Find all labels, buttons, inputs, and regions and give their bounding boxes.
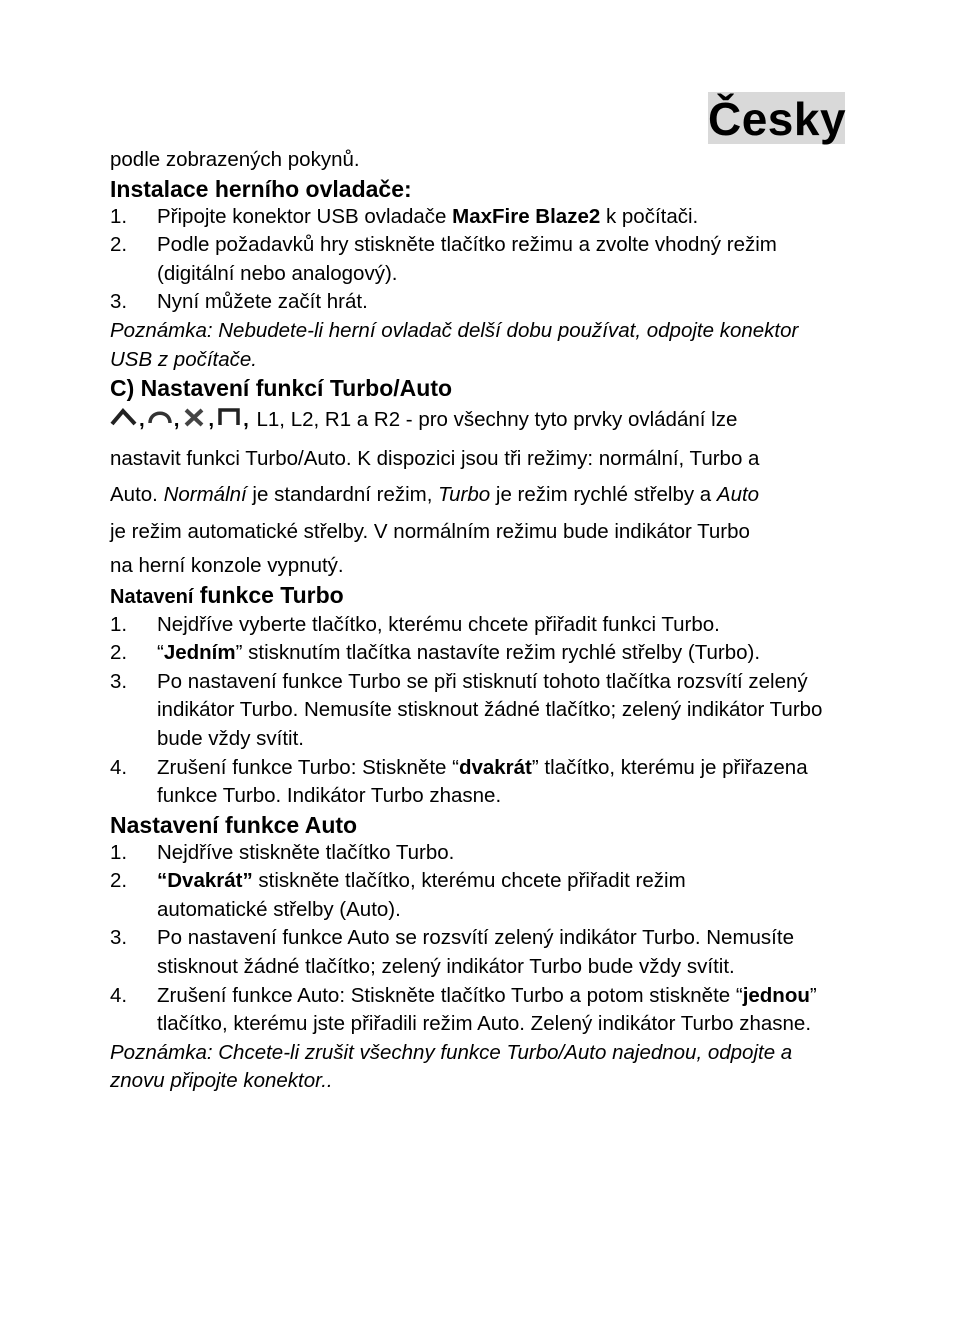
turbo-auto-line-2: nastavit funkci Turbo/Auto. K dispozici jsou tři režimy: normální, Turbo a xyxy=(110,446,760,470)
circle-button-icon xyxy=(147,404,173,441)
turbo-item-3 xyxy=(110,668,850,754)
item-text: Nejdříve vyberte tlačítko, kterému chcete přiřadit funkci Turbo. xyxy=(157,612,720,636)
emphasis: jednou xyxy=(742,983,810,1007)
item-text: Zrušení funkce Turbo: Stiskněte “ xyxy=(157,755,459,779)
intro-line: podle zobrazených pokynů. xyxy=(110,148,360,171)
install-heading: Instalace herního ovladače: xyxy=(110,175,412,202)
item-number: 4. xyxy=(110,755,128,779)
text: je režim rychlé střelby a xyxy=(490,483,717,507)
heading-part: Natavení xyxy=(110,585,194,608)
auto-item-1 xyxy=(110,839,850,868)
mode-turbo: Turbo xyxy=(438,483,491,507)
emphasis: Jedním xyxy=(163,641,236,665)
turbo-setup-heading xyxy=(110,581,850,611)
separator-comma: , xyxy=(243,408,249,432)
item-text: Po nastavení funkce Turbo se při stisknutí tohoto tlačítka rozsvítí zelený indikátor Turbo. Nemusíte stisknout žádné tlačítko; zelený indikátor Turbo bude vždy svítit. xyxy=(157,669,823,750)
item-number: 2. xyxy=(110,641,128,665)
turbo-auto-line-1 xyxy=(110,402,850,441)
separator-comma: , xyxy=(173,408,180,432)
item-number: 4. xyxy=(110,983,128,1007)
language-badge: Česky xyxy=(708,93,847,145)
product-name: MaxFire Blaze2 xyxy=(452,204,601,228)
auto-item-4 xyxy=(110,982,850,1039)
item-text: Nejdříve stiskněte tlačítko Turbo. xyxy=(157,840,455,864)
install-note: Poznámka: Nebudete-li herní ovladač delší dobu používat, odpojte konektor USB z počítače. xyxy=(110,318,799,371)
item-text: Po nastavení funkce Auto se rozsvítí zelený indikátor Turbo. Nemusíte stisknout žádné tlačítko; zelený indikátor Turbo bude vždy svítit. xyxy=(157,926,794,979)
item-text: “ xyxy=(157,641,164,665)
item-number: 3. xyxy=(110,926,128,950)
install-item-3 xyxy=(110,288,850,317)
item-number: 1. xyxy=(110,204,128,228)
auto-item-3 xyxy=(110,924,850,981)
item-number: 2. xyxy=(110,233,128,257)
text: Auto. xyxy=(110,483,164,507)
item-text: Připojte konektor USB ovladače xyxy=(157,204,453,228)
item-number: 1. xyxy=(110,612,128,636)
turbo-auto-line-3 xyxy=(110,477,850,514)
item-text: ” stisknutím tlačítka nastavíte režim rychlé střelby (Turbo). xyxy=(235,641,761,665)
install-item-2 xyxy=(110,231,850,288)
item-text: k počítači. xyxy=(600,204,699,228)
item-number: 2. xyxy=(110,869,128,893)
controls-list-text: L1, L2, R1 a R2 - pro všechny tyto prvky ovládání lze xyxy=(250,408,738,432)
item-text: Zrušení funkce Auto: Stiskněte tlačítko Turbo a potom stiskněte “ xyxy=(157,983,743,1007)
square-button-icon xyxy=(216,404,242,441)
auto-setup-heading: Nastavení funkce Auto xyxy=(110,811,358,838)
item-number: 3. xyxy=(110,669,128,693)
turbo-item-4 xyxy=(110,754,850,811)
item-text: Podle požadavků hry stiskněte tlačítko režimu a zvolte vhodný režim (digitální nebo analogový). xyxy=(157,233,777,285)
turbo-item-1 xyxy=(110,611,850,640)
triangle-button-icon xyxy=(110,404,138,441)
item-text: stiskněte tlačítko, kterému chcete přiřadit režim automatické střelby (Auto). xyxy=(157,869,686,921)
mode-normal: Normální xyxy=(163,483,247,507)
cross-button-icon xyxy=(181,404,207,441)
turbo-item-2 xyxy=(110,639,850,668)
item-text: Nyní můžete začít hrát. xyxy=(157,290,368,314)
install-item-1 xyxy=(110,203,850,232)
emphasis: “Dvakrát” xyxy=(157,869,253,893)
heading-part: funkce Turbo xyxy=(193,581,344,608)
item-number: 3. xyxy=(110,290,128,314)
separator-comma: , xyxy=(208,408,215,432)
turbo-auto-heading: C) Nastavení funkcí Turbo/Auto xyxy=(110,375,453,402)
text: je standardní režim, xyxy=(246,483,439,507)
item-text: ” tlačítko, kterému jste přiřadili režim Auto. Zelený indikátor Turbo zhasne. xyxy=(157,983,817,1036)
turbo-auto-line-5: na herní konzole vypnutý. xyxy=(110,553,344,577)
turbo-auto-line-4: je režim automatické střelby. V normálním režimu bude indikátor Turbo xyxy=(110,519,750,543)
item-number: 1. xyxy=(110,840,128,864)
mode-auto: Auto xyxy=(716,483,760,507)
manual-page-content xyxy=(110,146,850,1096)
auto-item-2 xyxy=(110,867,850,924)
separator-comma: , xyxy=(139,408,145,432)
item-text: ” tlačítko, kterému je přiřazena funkce Turbo. Indikátor Turbo zhasne. xyxy=(157,755,808,808)
auto-note: Poznámka: Chcete-li zrušit všechny funkce Turbo/Auto najednou, odpojte a znovu připojte konektor.. xyxy=(110,1040,793,1093)
emphasis: dvakrát xyxy=(458,755,532,779)
